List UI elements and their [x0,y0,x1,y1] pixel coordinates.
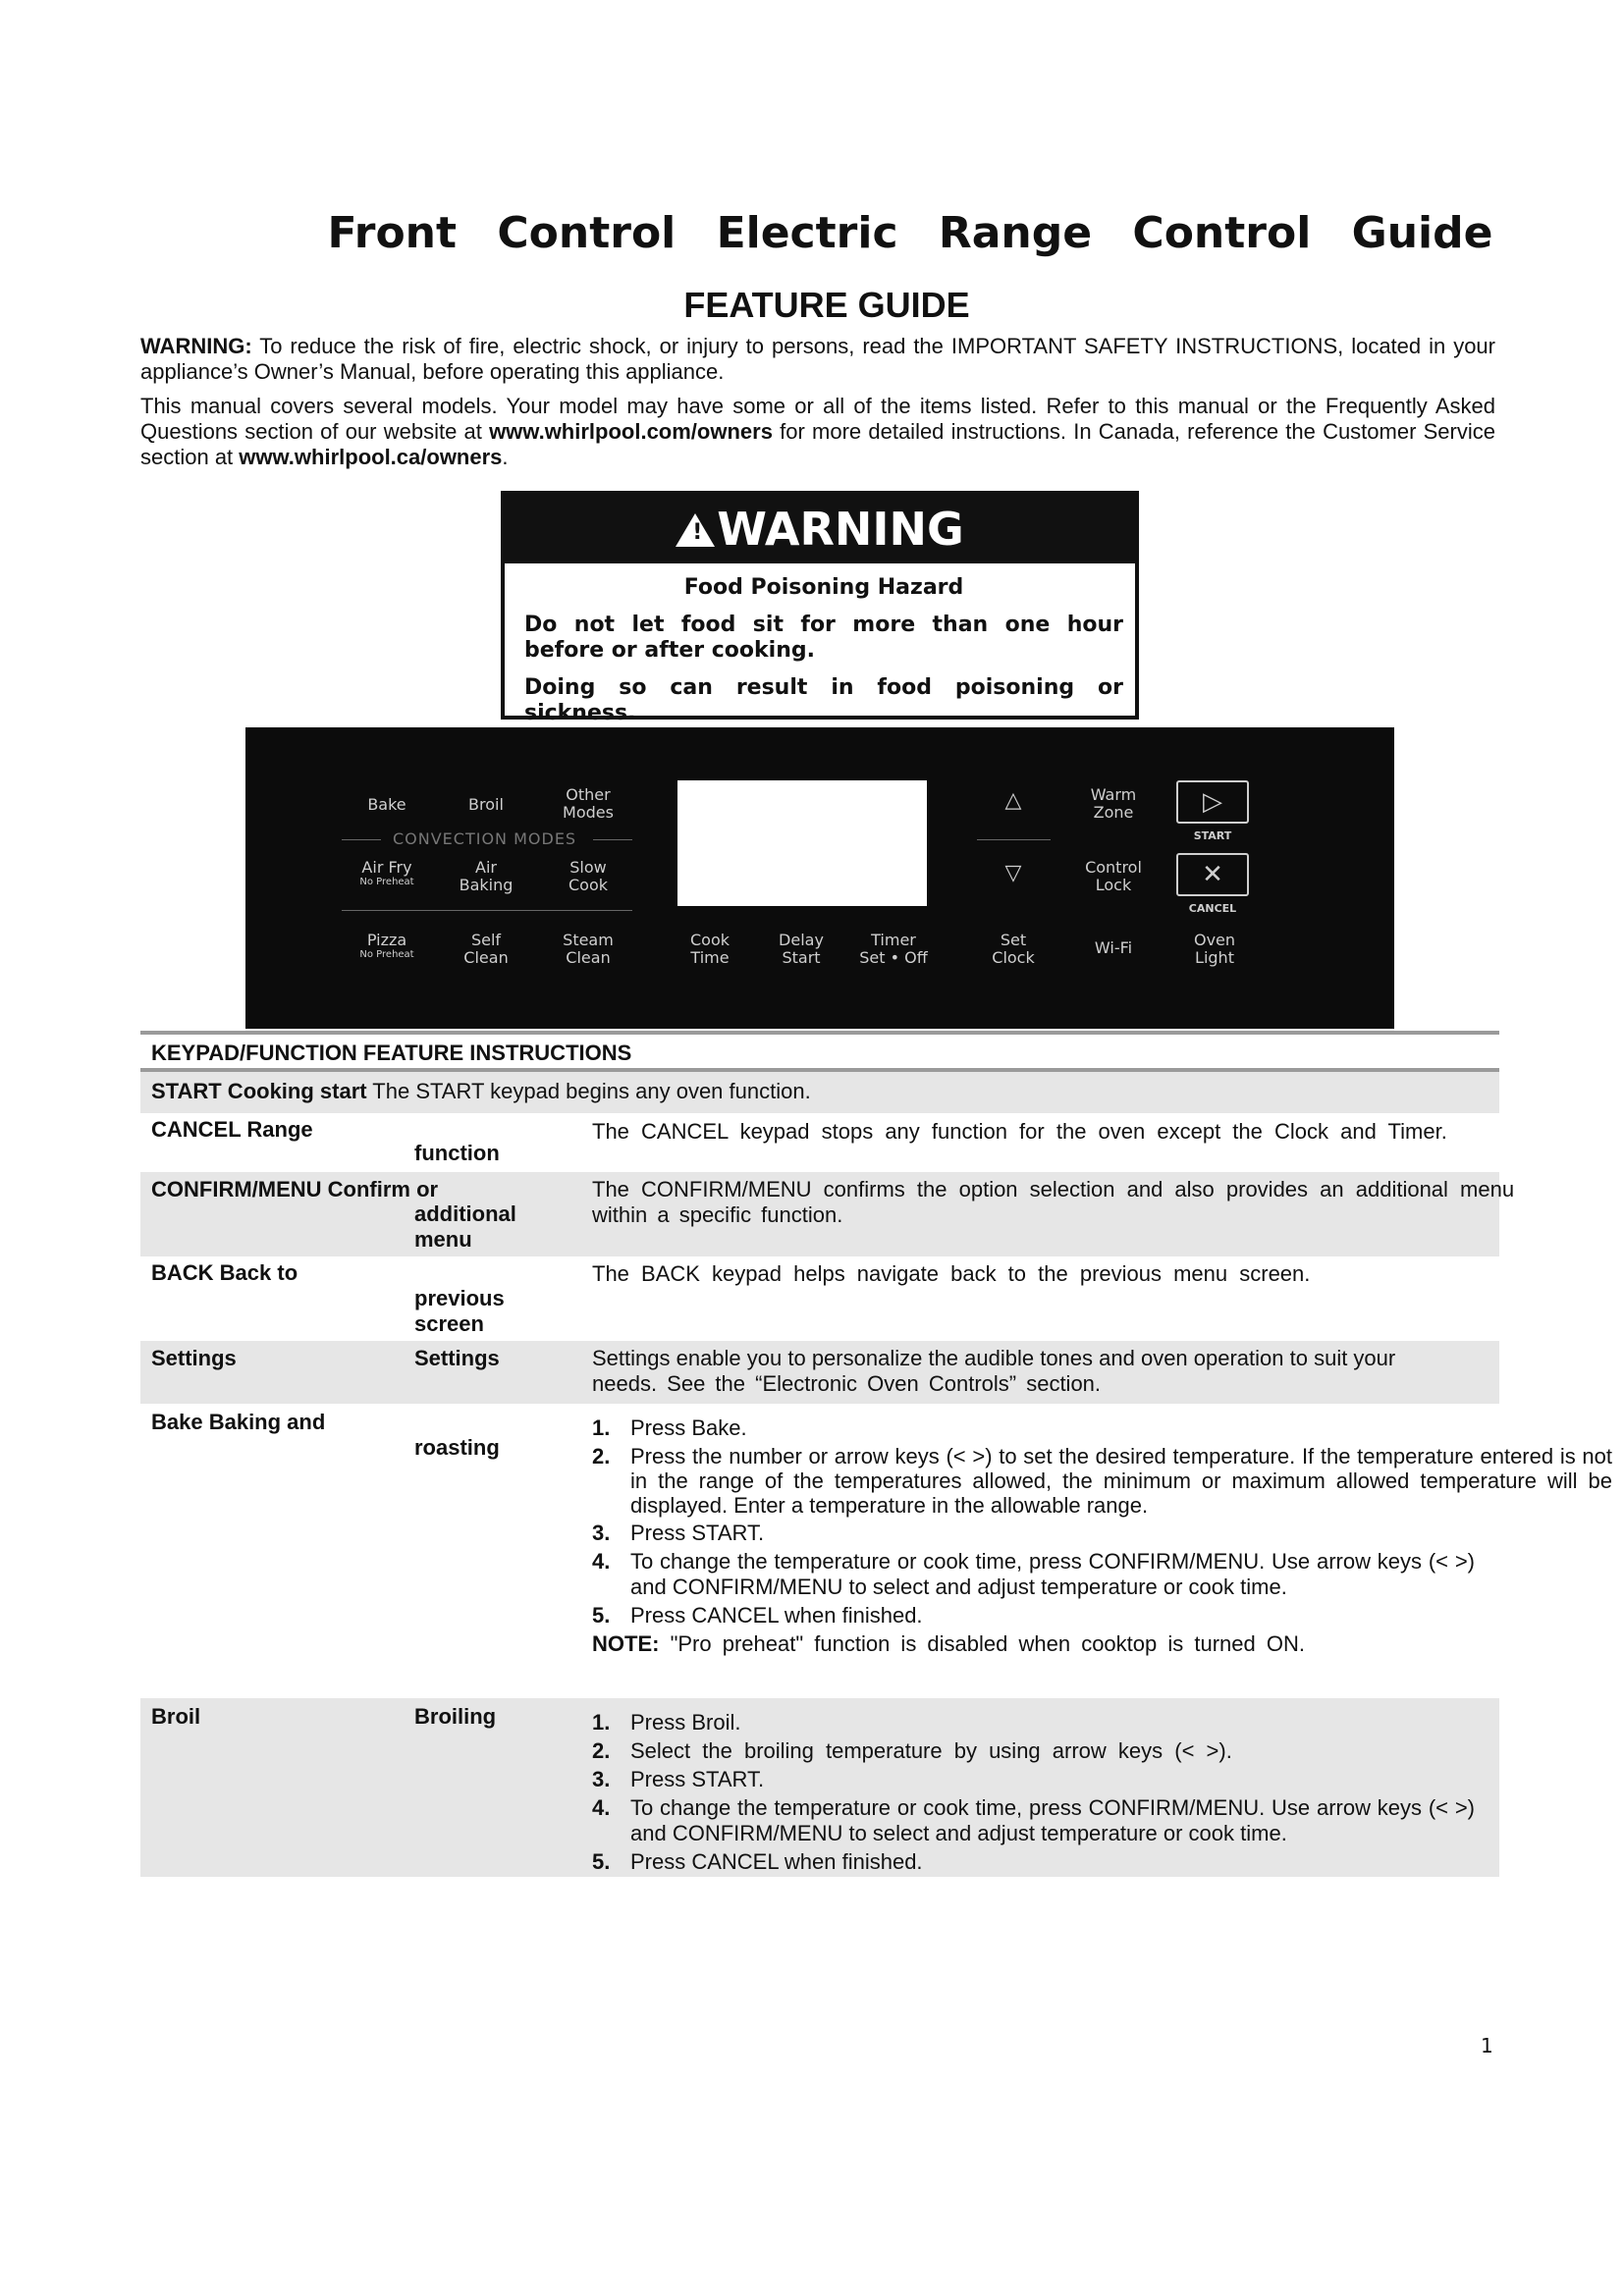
convection-divider-bottom [342,910,632,911]
timer-key: Timer Set • Off [859,931,928,967]
table-header: KEYPAD/FUNCTION FEATURE INSTRUCTIONS [151,1041,632,1065]
start-play-icon: ▷ [1176,780,1249,824]
broil-step-1: 1. Press Broil. [592,1710,741,1735]
warning-header [505,495,1135,563]
settings-function-cell: Settings [414,1346,500,1370]
cancel-function-cell: function [414,1141,500,1165]
table-row-start [140,1072,1499,1113]
back-key-cell: BACK Back to [151,1260,298,1285]
settings-key-cell: Settings [151,1346,237,1370]
bake-key: Bake [367,795,406,814]
manual-text-3: . [502,445,509,469]
broil-function-cell: Broiling [414,1704,497,1729]
delay-start-key: Delay Start [779,931,824,967]
settings-desc-cell: Settings enable you to personalize the audible tones and oven operation to suit your needs. See the “Electronic Oven Controls” section. [592,1346,1396,1396]
broil-steps-list [592,1710,1476,1875]
warning-body [524,575,1123,726]
cook-time-key: Cook Time [689,931,730,967]
bake-note: NOTE: "Pro preheat" function is disabled when cooktop is turned ON. [592,1631,1305,1656]
warning-line-1: Do not let food sit for more than one hour before or after cooking. [524,613,1123,663]
arrow-divider [977,839,1051,840]
convection-modes-label: CONVECTION MODES [393,829,577,848]
cancel-button-label: CANCEL [1188,902,1237,915]
broil-steps-cell [592,1710,1476,1875]
control-panel-image [245,727,1394,1029]
safety-warning-paragraph [140,334,1495,385]
url-ca-link[interactable]: www.whirlpool.ca/owners [239,445,503,469]
display-screen [677,780,927,906]
food-poisoning-warning-box [501,491,1139,725]
confirm-function-cell: additional menu [414,1201,516,1252]
broil-step-5: 5. Press CANCEL when finished. [592,1849,923,1874]
cancel-key-cell: CANCEL Range [151,1117,313,1142]
start-button-label: START [1193,829,1232,842]
broil-key-cell: Broil [151,1704,201,1729]
confirm-desc-cell: The CONFIRM/MENU confirms the option selection and also provides an additional menu within a specific function. [592,1177,1515,1227]
bake-step-2: 2. Press the number or arrow keys (< >) to set the desired temperature. If the temperature entered is not in the range of the temperatures allowed, the minimum or maximum allowed temperature will be displayed. Enter a temperature in the allowable range. [592,1444,1612,1518]
hazard-title: Food Poisoning Hazard [683,575,964,600]
convection-divider-left [342,839,381,840]
bake-step-1: 1. Press Bake. [592,1415,747,1440]
confirm-key-cell: CONFIRM/MENU Confirm or [151,1177,439,1201]
convection-divider-right [593,839,632,840]
table-row-cancel [140,1113,1499,1172]
back-function-cell: previous screen [414,1286,505,1336]
bake-step-3: 3. Press START. [592,1521,765,1545]
bake-steps-list [592,1415,1612,1629]
warning-text: To reduce the risk of fire, electric shock, or injury to persons, read the IMPORTANT SAFETY INSTRUCTIONS, located in your appliance’s Owner’s Manual, before operating this appliance. [140,334,1495,384]
warning-label: WARNING: [140,334,252,358]
bake-key-cell: Bake Baking and [151,1410,326,1434]
warning-line-2: Doing so can result in food poisoning or sickness. [524,675,1123,725]
warning-triangle-icon: ! [676,513,715,547]
table-row-broil [140,1698,1499,1877]
broil-step-2: 2. Select the broiling temperature by using arrow keys (< >). [592,1738,1232,1763]
set-clock-key: Set Clock [992,931,1035,967]
page-number: 1 [1481,2034,1493,2057]
manual-info-paragraph [140,394,1495,470]
cancel-x-icon: ✕ [1176,853,1249,896]
bake-step-5: 5. Press CANCEL when finished. [592,1603,923,1628]
up-arrow-icon: △ [1004,788,1022,813]
table-row-back [140,1256,1499,1341]
table-header-row [140,1035,1499,1068]
control-lock-key: Control Lock [1085,858,1142,894]
warm-zone-key: Warm Zone [1090,785,1137,822]
back-desc-cell: The BACK keypad helps navigate back to the previous menu screen. [592,1261,1311,1286]
wifi-key: Wi-Fi [1094,938,1133,957]
bake-steps-cell [592,1415,1612,1657]
steam-clean-key: Steam Clean [563,931,614,967]
bake-function-cell: roasting [414,1435,500,1460]
cancel-desc-cell: The CANCEL keypad stops any function for the oven except the Clock and Timer. [592,1119,1447,1144]
broil-key: Broil [468,795,504,814]
oven-light-key: Oven Light [1193,931,1236,967]
broil-step-3: 3. Press START. [592,1767,765,1791]
document-title: Front Control Electric Range Control Guide [327,208,1493,258]
pizza-key: Pizza No Preheat [359,931,414,960]
self-clean-key: Self Clean [463,931,509,967]
manual-text-1: This manual covers several models. Your model may have some or all of the items listed. Refer to this manual or the Frequently Asked Questions section of our website at [140,394,1495,444]
slow-cook-key: Slow Cook [568,858,608,894]
air-baking-key: Air Baking [459,858,514,894]
warning-header-text: WARNING [717,503,964,556]
manual-text-2: for more detailed instructions. In Canada, reference the Customer Service section at [140,419,1495,469]
url-us-link[interactable]: www.whirlpool.com/owners [489,419,773,444]
down-arrow-icon: ▽ [1004,861,1022,885]
feature-guide-heading: FEATURE GUIDE [683,285,970,325]
other-modes-key: Other Modes [563,785,614,822]
start-key-cell: START Cooking start The START keypad begins any oven function. [151,1079,811,1103]
air-fry-key: Air Fry No Preheat [359,858,414,887]
broil-step-4: 4. To change the temperature or cook time, press CONFIRM/MENU. Use arrow keys (< >) and CONFIRM/MENU to select and adjust temperature or cook time. [592,1795,1475,1845]
table-row-bake [140,1404,1612,1698]
table-row-settings [140,1341,1499,1404]
table-row-confirm [140,1172,1515,1256]
bake-step-4: 4. To change the temperature or cook time, press CONFIRM/MENU. Use arrow keys (< >) and CONFIRM/MENU to select and adjust temperature or cook time. [592,1549,1475,1599]
